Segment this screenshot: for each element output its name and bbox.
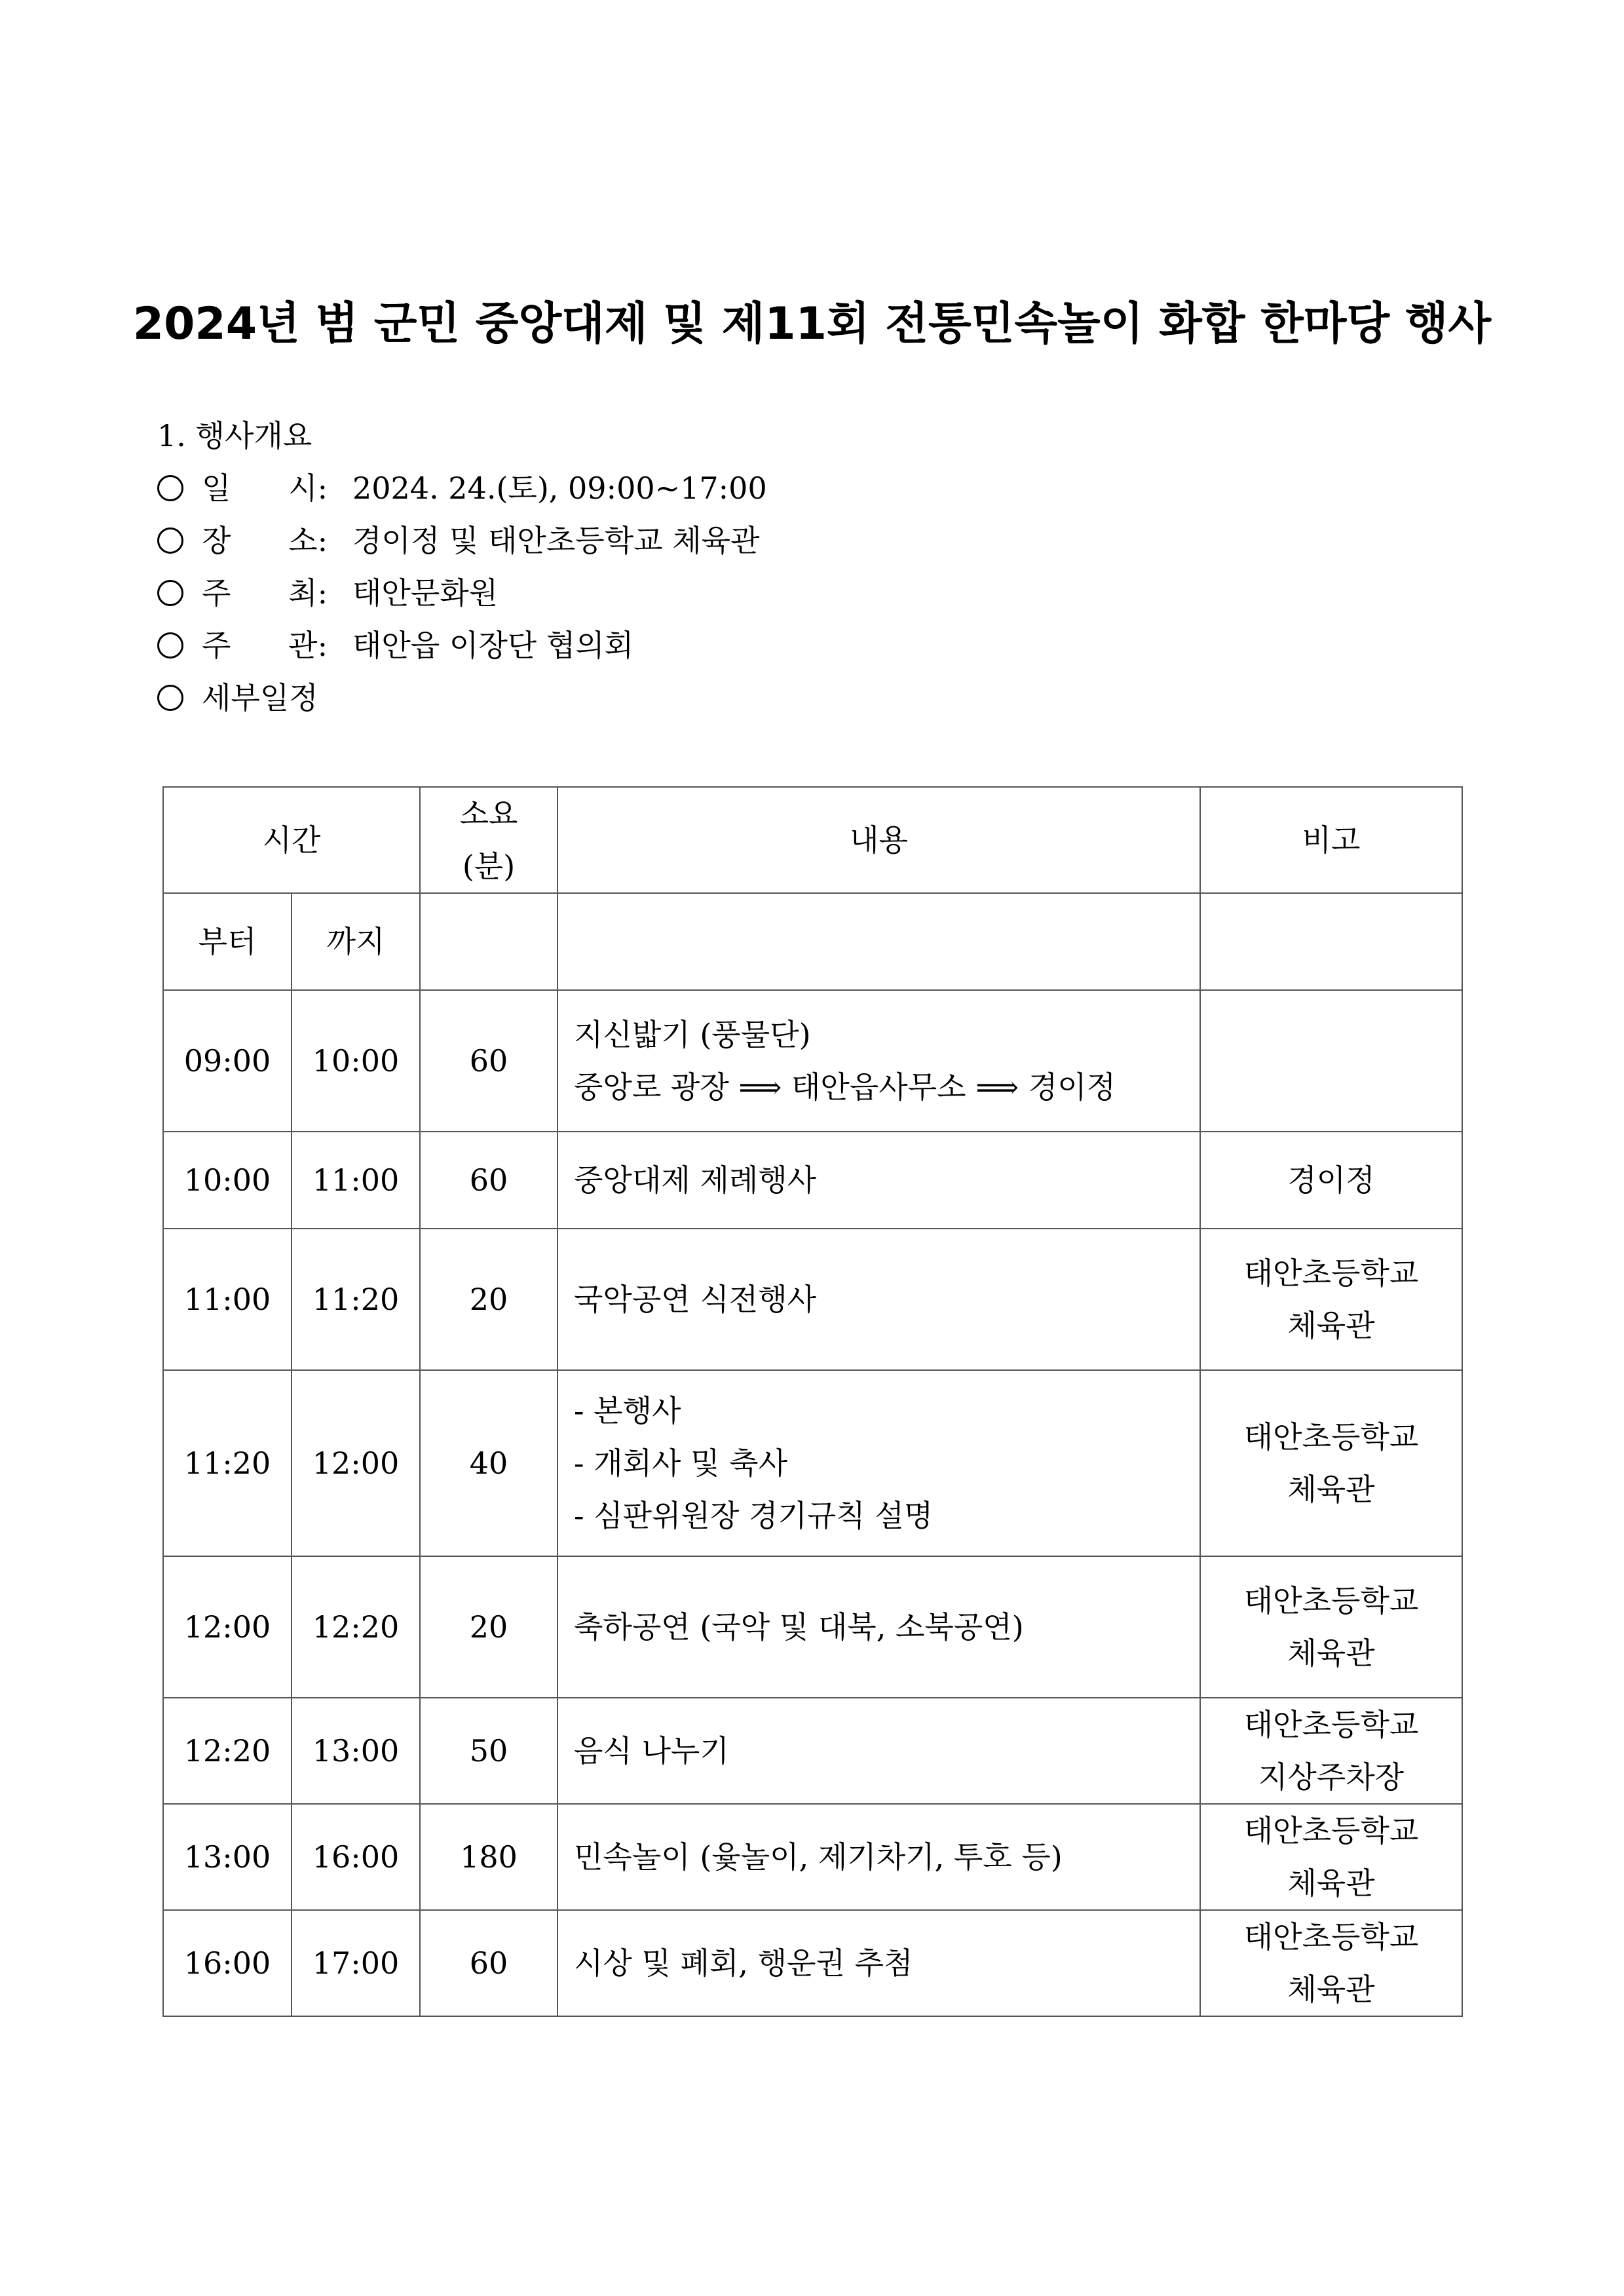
cell-note [1200,1132,1462,1229]
cell-note [1200,1804,1462,1910]
overview-item-host [157,567,767,619]
content-line: - 심판위원장 경기규칙 설명 [574,1498,934,1533]
note-line: 태안초등학교 [1243,1419,1419,1455]
overview-label: 세부일정 [202,680,318,716]
note-line: 태안초등학교 [1243,1583,1419,1618]
note-line: 경이정 [1287,1162,1375,1198]
table-row [163,1556,1462,1698]
table-header-row [163,787,1462,893]
cell-from: 09:00 [163,990,292,1132]
content-line: 국악공연 식전행사 [574,1282,817,1317]
empty-cell [1200,893,1462,990]
cell-content [557,1804,1200,1910]
content-line: 중앙로 광장 ⟹ 태안읍사무소 ⟹ 경이정 [574,1069,1116,1105]
cell-from: 11:00 [163,1229,292,1370]
empty-cell [557,893,1200,990]
cell-content [557,1132,1200,1229]
note-line: 태안초등학교 [1243,1255,1419,1291]
header-duration [420,787,557,893]
cell-to: 16:00 [292,1804,420,1910]
cell-minutes: 60 [420,1132,557,1229]
table-row [163,1910,1462,2016]
table-row [163,1132,1462,1229]
cell-minutes: 40 [420,1370,557,1556]
header-content: 내용 [557,787,1200,893]
cell-from: 12:20 [163,1698,292,1804]
cell-from: 11:20 [163,1370,292,1556]
cell-to: 10:00 [292,990,420,1132]
cell-from: 13:00 [163,1804,292,1910]
cell-note [1200,1910,1462,2016]
note-line: 태안초등학교 [1243,1707,1419,1742]
table-row [163,1229,1462,1370]
cell-minutes: 20 [420,1556,557,1698]
note-line: 태안초등학교 [1243,1919,1419,1955]
content-line: 중앙대제 제례행사 [574,1162,817,1198]
overview-item-schedule [157,672,767,724]
note-line: 체육관 [1287,1972,1375,2007]
content-line: 지신밟기 (풍물단) [574,1017,811,1052]
header-time: 시간 [163,787,420,893]
overview-item-place [157,514,767,567]
cell-minutes: 60 [420,990,557,1132]
note-line: 태안초등학교 [1243,1813,1419,1848]
cell-content [557,1229,1200,1370]
event-overview [157,410,767,724]
header-from: 부터 [163,893,292,990]
cell-content [557,1910,1200,2016]
cell-minutes: 180 [420,1804,557,1910]
cell-to: 11:00 [292,1132,420,1229]
overview-value: 태안읍 이장단 협의회 [352,628,634,663]
cell-note [1200,1698,1462,1804]
header-note: 비고 [1200,787,1462,893]
overview-label: 장 소: [202,523,328,558]
overview-item-organizer [157,619,767,672]
content-line: 시상 및 폐회, 행운권 추첨 [574,1945,913,1981]
note-line: 체육관 [1287,1636,1375,1671]
cell-to: 12:00 [292,1370,420,1556]
cell-note [1200,1229,1462,1370]
overview-label: 주 관: [202,628,328,663]
cell-from: 12:00 [163,1556,292,1698]
cell-to: 11:20 [292,1229,420,1370]
note-line: 지상주차장 [1258,1759,1405,1795]
overview-value: 경이정 및 태안초등학교 체육관 [352,523,760,558]
table-row [163,990,1462,1132]
overview-label: 주 최: [202,575,328,611]
cell-content [557,1698,1200,1804]
cell-to: 13:00 [292,1698,420,1804]
cell-minutes: 60 [420,1910,557,2016]
content-line: - 개회사 및 축사 [574,1445,788,1481]
cell-from: 10:00 [163,1132,292,1229]
schedule-table [162,786,1463,2017]
document-title: 2024년 범 군민 중앙대제 및 제11회 전통민속놀이 화합 한마당 행사 [132,298,1492,350]
empty-cell [420,893,557,990]
cell-minutes: 50 [420,1698,557,1804]
table-row [163,1698,1462,1804]
content-line: 민속놀이 (윷놀이, 제기차기, 투호 등) [574,1839,1063,1875]
header-duration-line2: (분) [462,849,516,884]
overview-value: 2024. 24.(토), 09:00~17:00 [352,470,767,506]
circle-bullet-icon [157,580,183,606]
cell-content [557,1370,1200,1556]
cell-to: 12:20 [292,1556,420,1698]
circle-bullet-icon [157,685,183,711]
note-line: 체육관 [1287,1866,1375,1901]
note-line: 체육관 [1287,1308,1375,1343]
note-line: 체육관 [1287,1472,1375,1507]
circle-bullet-icon [157,632,183,659]
overview-item-date [157,462,767,514]
cell-to: 17:00 [292,1910,420,2016]
cell-content [557,990,1200,1132]
cell-from: 16:00 [163,1910,292,2016]
overview-label: 일 시: [202,470,328,506]
overview-value: 태안문화원 [352,575,499,611]
circle-bullet-icon [157,527,183,554]
table-row [163,1804,1462,1910]
cell-note [1200,1370,1462,1556]
header-duration-line1: 소요 [459,796,518,832]
table-row [163,1370,1462,1556]
table-subheader-row [163,893,1462,990]
content-line: 음식 나누기 [574,1733,729,1769]
circle-bullet-icon [157,475,183,501]
overview-heading: 1. 행사개요 [157,418,312,453]
cell-note [1200,990,1462,1132]
cell-note [1200,1556,1462,1698]
content-line: 축하공연 (국악 및 대북, 소북공연) [574,1609,1024,1645]
cell-minutes: 20 [420,1229,557,1370]
content-line: - 본행사 [574,1393,681,1428]
cell-content [557,1556,1200,1698]
header-to: 까지 [292,893,420,990]
